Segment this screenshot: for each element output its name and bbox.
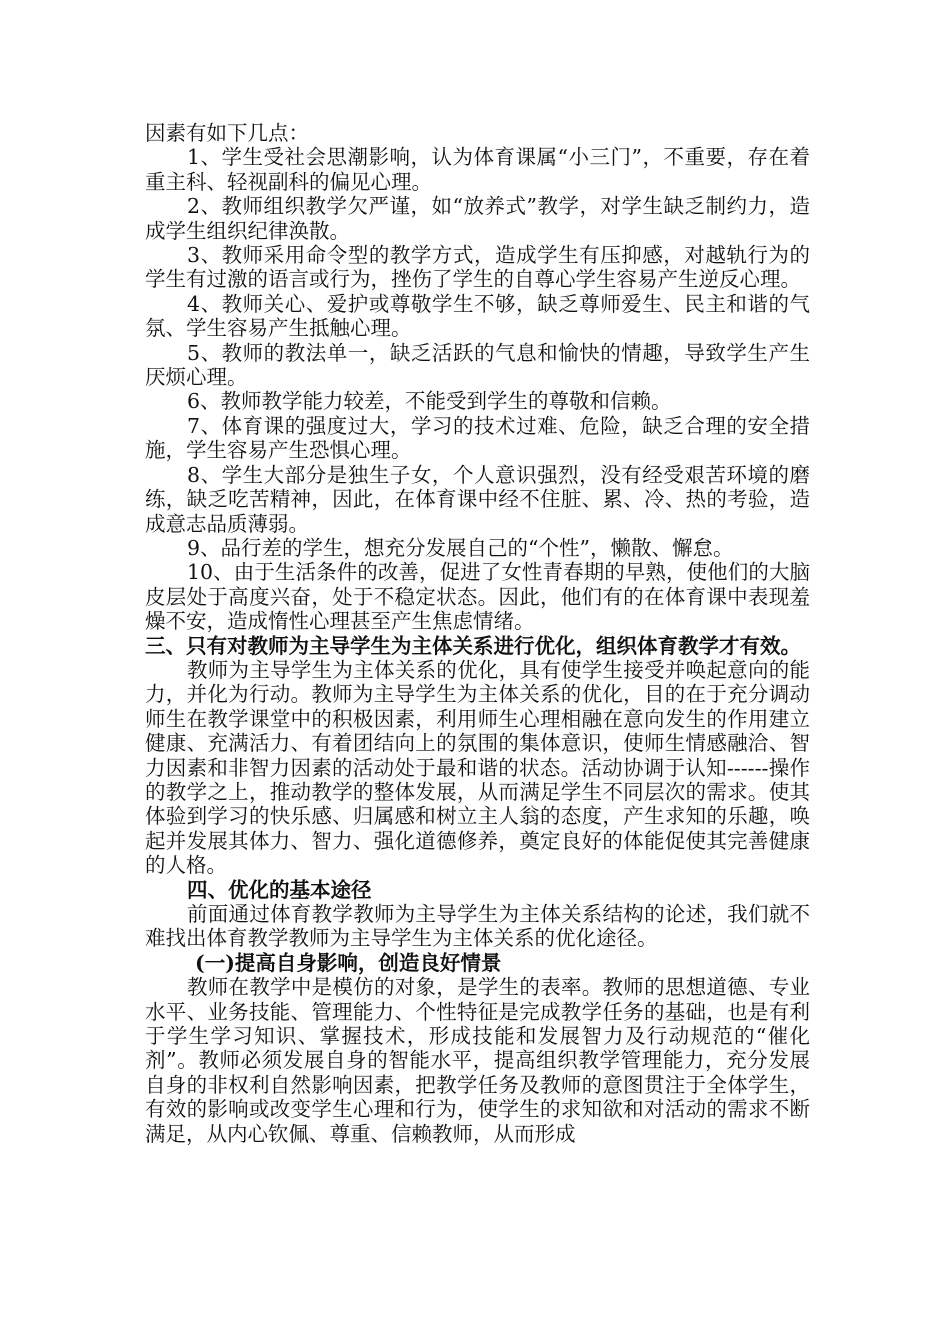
list-item-7: 7、体育课的强度过大，学习的技术过难、危险，缺乏合理的安全措施，学生容易产生恐惧心理。 xyxy=(145,413,810,463)
list-item-1: 1、学生受社会思潮影响，认为体育课属“小三门”，不重要，存在着重主科、轻视副科的偏见心理。 xyxy=(145,145,810,194)
subsection-heading-1: (一)提高自身影响，创造良好情景 xyxy=(195,950,502,975)
section-heading-4: 四、优化的基本途径 xyxy=(187,877,372,902)
list-item-10: 10、由于生活条件的改善，促进了女性青春期的早熟，使他们的大脑皮层处于高度兴奋，处于不稳定状态。因此，他们有的在体育课中表现羞燥不安，造成惰性心理甚至产生焦虑情绪。 xyxy=(145,560,810,634)
list-item-8: 8、学生大部分是独生子女，个人意识强烈，没有经受艰苦环境的磨练，缺乏吃苦精神，因此，在体育课中经不住脏、累、冷、热的考验，造成意志品质薄弱。 xyxy=(145,462,810,536)
list-item-6: 6、教师教学能力较差，不能受到学生的尊敬和信赖。 xyxy=(187,389,672,414)
subsection-1-body: 教师在教学中是模仿的对象，是学生的表率。教师的思想道德、专业水平、业务技能、管理能力、个性特征是完成教学任务的基础，也是有利于学生学习知识、掌握技术，形成技能和发展智力及行动规范的“催化剂”。教师必须发展自身的智能水平，提高组织教学管理能力，充分发展自身的非权利自然影响因素，把教学任务及教师的意图贯注于全体学生，有效的影响或改变学生心理和行为，使学生的求知欲和对活动的需求不断满足，从内心钦佩、尊重、信赖教师，从而形成 xyxy=(145,975,810,1146)
section-4-body: 前面通过体育教学教师为主导学生为主体关系结构的论述，我们就不难找出体育教学教师为主导学生为主体关系的优化途径。 xyxy=(145,902,810,951)
document-body xyxy=(145,121,810,1146)
list-item-5: 5、教师的教法单一，缺乏活跃的气息和愉快的情趣，导致学生产生厌烦心理。 xyxy=(145,340,810,390)
paragraph-intro: 因素有如下几点： xyxy=(145,121,309,145)
list-item-9: 9、品行差的学生，想充分发展自己的“个性”，懒散、懈怠。 xyxy=(187,535,734,560)
list-item-4: 4、教师关心、爱护或尊敬学生不够，缺乏尊师爱生、民主和谐的气氛、学生容易产生抵触心理。 xyxy=(145,291,810,341)
list-item-3: 3、教师采用命令型的教学方式，造成学生有压抑感，对越轨行为的学生有过激的语言或行为，挫伤了学生的自尊心学生容易产生逆反心理。 xyxy=(145,243,810,292)
section-heading-3: 三、只有对教师为主导学生为主体关系进行优化，组织体育教学才有效。 xyxy=(145,633,801,658)
section-3-body: 教师为主导学生为主体关系的优化，具有使学生接受并唤起意向的能力，并化为行动。教师为主导学生为主体关系的优化，目的在于充分调动师生在教学课堂中的积极因素，利用师生心理相融在意向发生的作用建立健康、充满活力、有着团结向上的氛围的集体意识，使师生情感融洽、智力因素和非智力因素的活动处于最和谐的状态。活动协调于认知------操作的教学之上，推动教学的整体发展，从而满足学生不同层次的需求。使其体验到学习的快乐感、归属感和树立主人翁的态度，产生求知的乐趣，唤起并发展其体力、智力、强化道德修养，奠定良好的体能促使其完善健康的人格。 xyxy=(145,657,810,878)
list-item-2: 2、教师组织教学欠严谨，如“放养式”教学，对学生缺乏制约力，造成学生组织纪律涣散。 xyxy=(145,194,810,243)
